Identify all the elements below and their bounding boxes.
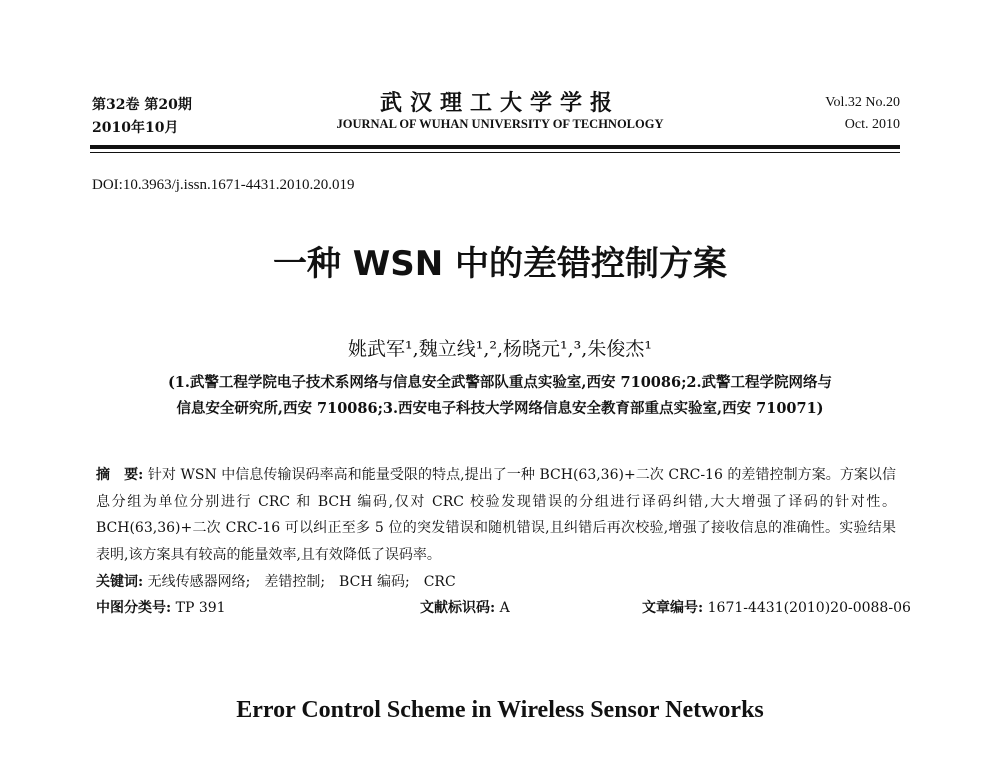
journal-title-en: JOURNAL OF WUHAN UNIVERSITY OF TECHNOLOGY bbox=[336, 117, 664, 131]
header-rule-thick bbox=[90, 145, 900, 149]
journal-title-cn: 武汉理工大学学报 bbox=[379, 90, 620, 116]
abstract bbox=[96, 462, 896, 568]
volume-issue-cn: 第32卷 第20期 bbox=[92, 97, 192, 113]
date-cn: 2010年10月 bbox=[92, 120, 179, 136]
doc-code-label: 文献标识码: bbox=[420, 600, 496, 616]
clc-label: 中图分类号: bbox=[96, 600, 172, 616]
article-number-value: 1671-4431(2010)20-0088-06 bbox=[707, 600, 911, 616]
paper-title: 一种 WSN 中的差错控制方案 bbox=[272, 244, 728, 284]
article-number bbox=[642, 597, 911, 617]
affiliation-line-1: (1.武警工程学院电子技术系网络与信息安全武警部队重点实验室,西安 710086;2.武警工程学院网络与 bbox=[167, 374, 833, 391]
volume-issue-en: Vol.32 No.20 bbox=[825, 95, 900, 110]
date-en: Oct. 2010 bbox=[844, 117, 900, 132]
authors-line: 姚武军¹,魏立线¹,²,杨晓元¹,³,朱俊杰¹ bbox=[348, 338, 652, 360]
document-code bbox=[420, 597, 510, 617]
affiliation-line-2: 信息安全研究所,西安 710086;3.西安电子科技大学网络信息安全教育部重点实验室,西安 710071) bbox=[176, 400, 824, 417]
header-rule-thin bbox=[90, 152, 900, 153]
english-title: Error Control Scheme in Wireless Sensor Networks bbox=[236, 697, 764, 723]
abstract-text: 针对 WSN 中信息传输误码率高和能量受限的特点,提出了一种 BCH(63,36)+二次 CRC-16 的差错控制方案。方案以信息分组为单位分别进行 CRC 和 BCH 编码,仅对 CRC 校验发现错误的分组进行译码纠错,大大增强了译码的针对性。BCH(63,36)+二次 CRC-16 可以纠正至多 5 位的突发错误和随机错误,且纠错后再次校验,增强了接收信息的准确性。实验结果表明,该方案具有较高的能量效率,且有效降低了误码率。 bbox=[96, 467, 896, 563]
clc-value: TP 391 bbox=[175, 600, 226, 616]
clc-number bbox=[96, 597, 226, 617]
article-number-label: 文章编号: bbox=[642, 600, 704, 616]
doc-code-value: A bbox=[499, 600, 510, 616]
keywords-label: 关键词: bbox=[96, 574, 144, 590]
keywords bbox=[96, 571, 456, 591]
abstract-label: 摘 要: bbox=[96, 467, 144, 483]
doi-line: DOI:10.3963/j.issn.1671-4431.2010.20.019 bbox=[92, 177, 355, 193]
keywords-text: 无线传感器网络; 差错控制; BCH 编码; CRC bbox=[147, 574, 456, 590]
